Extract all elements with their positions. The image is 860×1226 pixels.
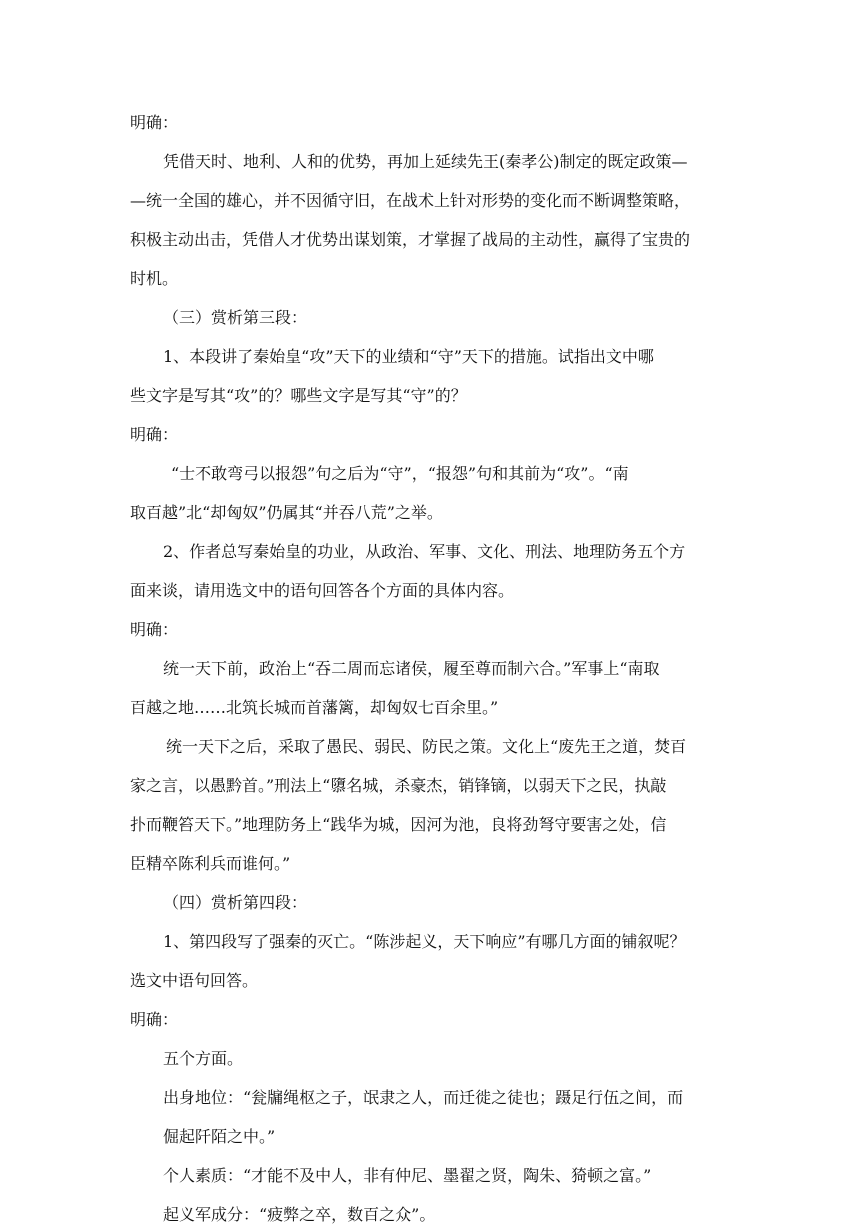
question-line: 1、第四段写了强秦的灭亡。“陈涉起义，天下响应”有哪几方面的铺叙呢？ bbox=[163, 932, 686, 951]
paragraph-line: 取百越”北“却匈奴”仍属其“并吞八荒”之举。 bbox=[130, 503, 443, 522]
paragraph-line: 倔起阡陌之中。” bbox=[163, 1127, 276, 1146]
paragraph-line: 起义军成分：“疲弊之卒，数百之众”。 bbox=[163, 1205, 436, 1224]
question-line: 些文字是写其“攻”的？哪些文字是写其“守”的？ bbox=[130, 386, 467, 405]
paragraph-line: 凭借天时、地利、人和的优势，再加上延续先王(秦孝公)制定的既定政策— bbox=[163, 152, 688, 171]
answer-label: 明确： bbox=[130, 620, 179, 639]
section-heading: （四）赏析第四段： bbox=[163, 893, 308, 912]
paragraph-line: —统一全国的雄心，并不因循守旧，在战术上针对形势的变化而不断调整策略， bbox=[130, 191, 691, 210]
paragraph-line: “士不敢弯弓以报怨”句之后为“守”，“报怨”句和其前为“攻”。“南 bbox=[171, 464, 629, 483]
paragraph-line: 统一天下前，政治上“吞二周而忘诸侯，履至尊而制六合。”军事上“南取 bbox=[163, 659, 660, 678]
paragraph-line: 个人素质：“才能不及中人，非有仲尼、墨翟之贤，陶朱、猗顿之富。” bbox=[163, 1166, 652, 1185]
paragraph-line: 出身地位：“瓮牖绳枢之子，氓隶之人，而迁徙之徒也；蹑足行伍之间，而 bbox=[163, 1088, 684, 1107]
question-line: 1、本段讲了秦始皇“攻”天下的业绩和“守”天下的措施。试指出文中哪 bbox=[163, 347, 654, 366]
paragraph-line: 百越之地……北筑长城而首藩篱，却匈奴七百余里。” bbox=[130, 698, 499, 717]
answer-label: 明确： bbox=[130, 113, 179, 132]
paragraph-line: 臣精卒陈利兵而谁何。” bbox=[130, 854, 291, 873]
paragraph-line: 家之言，以愚黔首。”刑法上“隳名城，杀豪杰，销锋镝，以弱天下之民，执敲 bbox=[130, 776, 667, 795]
question-line: 选文中语句回答。 bbox=[130, 971, 259, 990]
paragraph-line: 积极主动出击，凭借人才优势出谋划策，才掌握了战局的主动性，赢得了宝贵的 bbox=[130, 230, 691, 249]
answer-label: 明确： bbox=[130, 1010, 179, 1029]
paragraph-line: 五个方面。 bbox=[163, 1049, 244, 1068]
section-heading: （三）赏析第三段： bbox=[163, 308, 308, 327]
question-line: 面来谈，请用选文中的语句回答各个方面的具体内容。 bbox=[130, 581, 515, 600]
answer-label: 明确： bbox=[130, 425, 179, 444]
paragraph-line: 统一天下之后，采取了愚民、弱民、防民之策。文化上“废先王之道，焚百 bbox=[166, 737, 687, 756]
paragraph-line: 时机。 bbox=[130, 269, 179, 288]
question-line: 2、作者总写秦始皇的功业，从政治、军事、文化、刑法、地理防务五个方 bbox=[163, 542, 686, 561]
paragraph-line: 扑而鞭笞天下。”地理防务上“践华为城，因河为池，良将劲弩守要害之处，信 bbox=[130, 815, 667, 834]
